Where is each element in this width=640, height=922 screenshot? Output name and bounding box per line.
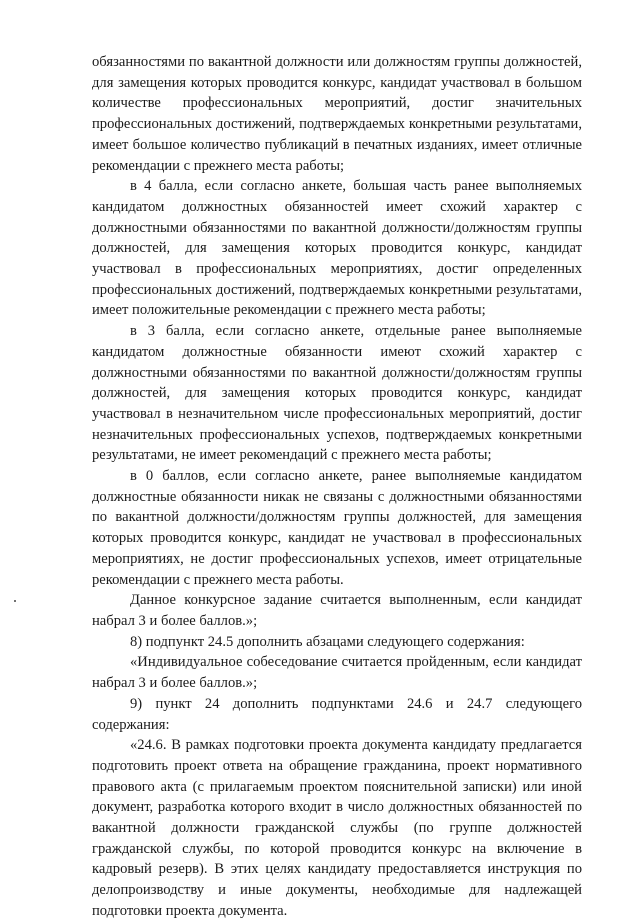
paragraph-item-8: 8) подпункт 24.5 дополнить абзацами следующего содержания: bbox=[130, 633, 525, 650]
paragraph-task-completed: Данное конкурсное задание считается выполненным, если кандидат набрал 3 и более баллов.»; bbox=[92, 592, 582, 629]
paragraph-24-6: «24.6. В рамках подготовки проекта документа кандидату предлагается подготовить проект ответа на обращение гражданина, проект нормативного правового акта (с прилагаемым проектом пояснительной записки) или иной документ, разработка которого входит в число должностных обязанностей по вакантной должности гражданской службы (по группе должностей гражданской службы, по которой проводится конкурс на включение в кадровый резерв). В этих целях кандидату предоставляется инструкция по делопроизводству и иные документы, необходимые для надлежащей подготовки проекта документа. bbox=[92, 737, 582, 919]
paragraph-4-points: в 4 балла, если согласно анкете, большая часть ранее выполняемых кандидатом должностных обязанностей имеет схожий характер с должностными обязанностями по вакантной должности/должностям группы должностей, для замещения которых проводится конкурс, кандидат участвовал в профессиональных мероприятиях, достиг определенных профессиональных достижений, подтверждаемых конкретными результатами, имеет положительные рекомендации с прежнего места работы; bbox=[92, 178, 582, 319]
paragraph-item-9: 9) пункт 24 дополнить подпунктами 24.6 и 24.7 следующего содержания: bbox=[92, 695, 582, 733]
document-page bbox=[92, 52, 582, 922]
paragraph-interview: «Индивидуальное собеседование считается пройденным, если кандидат набрал 3 и более баллов.»; bbox=[92, 654, 582, 692]
scan-speck bbox=[14, 600, 16, 602]
paragraph-3-points: в 3 балла, если согласно анкете, отдельные ранее выполняемые кандидатом должностные обязанности имеют схожий характер с должностными обязанностями по вакантной должности/должностям группы должностей, для замещения которых проводится конкурс, кандидат участвовал в незначительном числе профессиональных мероприятий, достиг незначительных профессиональных успехов, подтверждаемых конкретными результатами, не имеет рекомендаций с прежнего места работы; bbox=[92, 323, 582, 464]
paragraph-continuation: обязанностями по вакантной должности или должностям группы должностей, для замещения которых проводится конкурс, кандидат участвовал в большом количестве профессиональных мероприятий, достиг значительных профессиональных достижений, подтверждаемых конкретными результатами, имеет большое количество публикаций в печатных изданиях, имеет отличные рекомендации с прежнего места работы; bbox=[92, 54, 582, 174]
paragraph-0-points: в 0 баллов, если согласно анкете, ранее выполняемые кандидатом должностные обязанности никак не связаны с должностными обязанностями по вакантной должности/должностям группы должностей, для замещения которых проводится конкурс, кандидат не участвовал в профессиональных мероприятиях, не достиг профессиональных успехов, имеет отрицательные рекомендации с прежнего места работы. bbox=[92, 468, 582, 588]
